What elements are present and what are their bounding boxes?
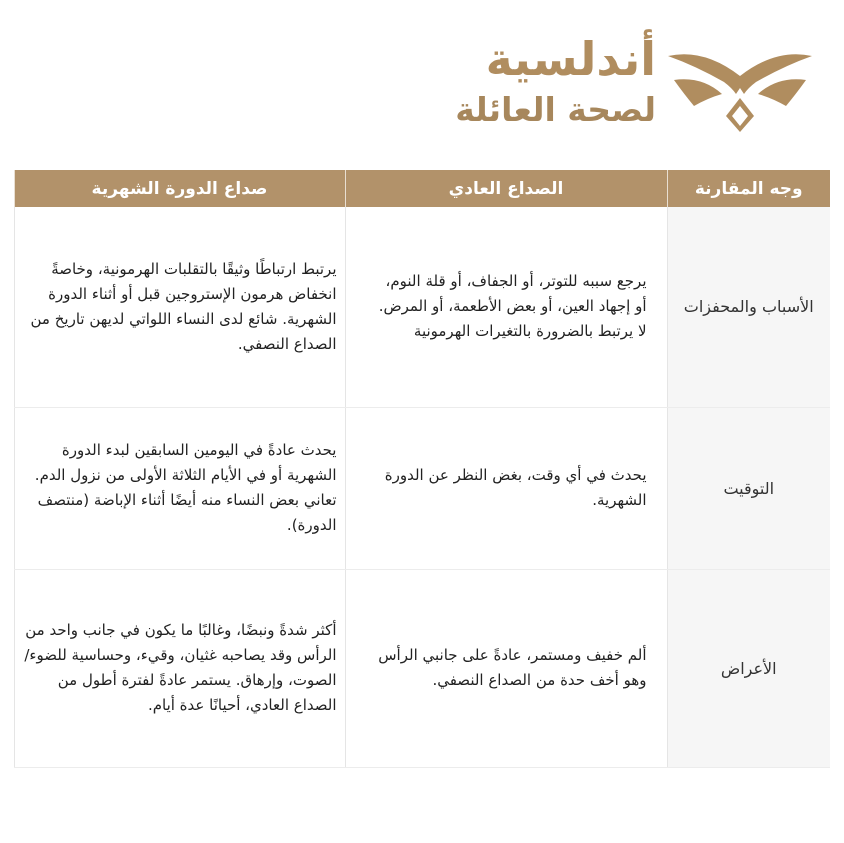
row-aspect: التوقيت [667,407,830,569]
brand-logo [436,30,816,142]
row-normal-cell: يحدث في أي وقت، بغض النظر عن الدورة الشهرية. [345,407,667,569]
row-normal-cell: يرجع سببه للتوتر، أو الجفاف، أو قلة النوم، أو إجهاد العين، أو بعض الأطعمة، أو المرض. لا يرتبط بالضرورة بالتغيرات الهرمونية [345,207,667,407]
table-row [14,407,830,569]
row-menstrual-cell: يحدث عادةً في اليومين السابقين لبدء الدورة الشهرية أو في الأيام الثلاثة الأولى من نزول الدم. تعاني بعض النساء منه أيضًا أثناء الإباضة (منتصف الدورة). [14,407,345,569]
header-aspect: وجه المقارنة [667,170,830,207]
row-aspect: الأسباب والمحفزات [667,207,830,407]
table-row [14,569,830,767]
table-header-row [14,170,830,207]
brand-wordmark [436,30,656,132]
header-menstrual-headache: صداع الدورة الشهرية [14,170,345,207]
row-menstrual-cell: يرتبط ارتباطًا وثيقًا بالتقلبات الهرمونية، وخاصةً انخفاض هرمون الإستروجين قبل أو أثناء الدورة الشهرية. شائع لدى النساء اللواتي لديهن تاريخ من الصداع النصفي. [14,207,345,407]
brand-tagline: لصحة العائلة [455,90,656,129]
comparison-table [14,170,830,768]
brand-name: أندلسية [485,32,656,86]
row-menstrual-cell: أكثر شدةً ونبضًا، وغالبًا ما يكون في جانب واحد من الرأس وقد يصاحبه غثيان، وقيء، وحساسية للضوء/الصوت، وإرهاق. يستمر عادةً لفترة أطول من الصداع العادي، أحيانًا عدة أيام. [14,569,345,767]
brand-emblem-icon [664,36,816,136]
header-normal-headache: الصداع العادي [345,170,667,207]
row-aspect: الأعراض [667,569,830,767]
table-row [14,207,830,407]
row-normal-cell: ألم خفيف ومستمر، عادةً على جانبي الرأس وهو أخف حدة من الصداع النصفي. [345,569,667,767]
